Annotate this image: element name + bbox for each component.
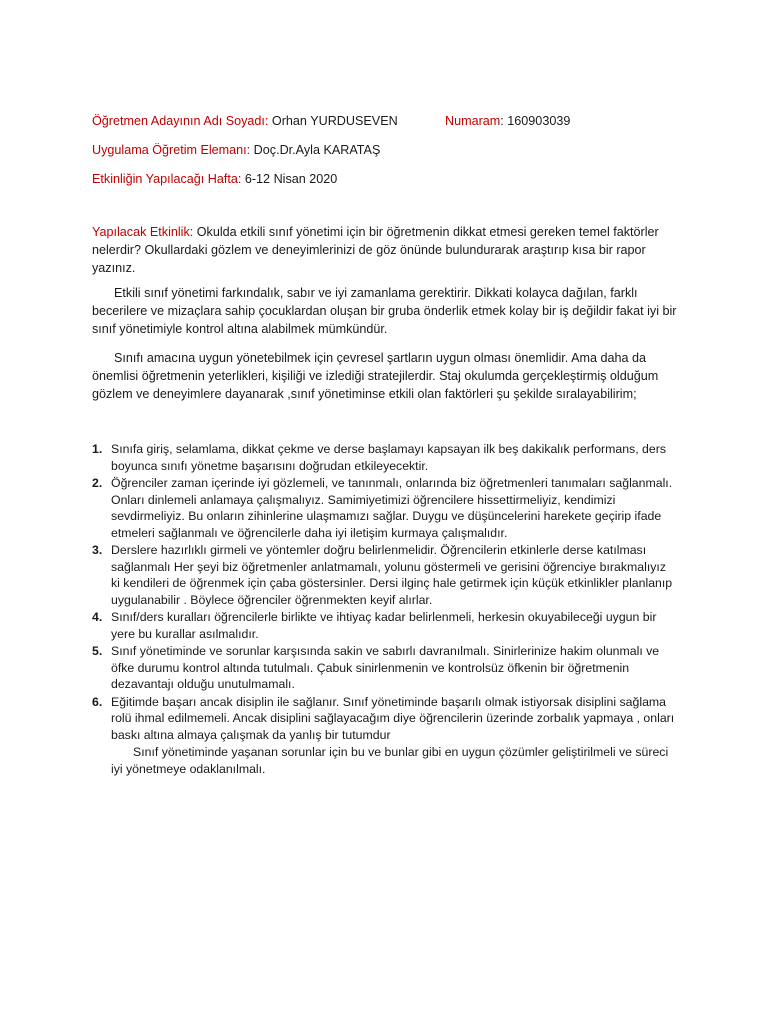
list-item-text: Derslere hazırlıklı girmeli ve yöntemler doğru belirlenmelidir. Öğrencilerin etkinlerle derse katılması sağlanmalı Her şeyi biz öğretmenler anlatmamalı, yolunu göstermeli ve gerisini öğrenciye bırakmalıyız ki kendileri de öğrenmek için çaba göstersinler. Dersi ilginç hale getirmek için küçük etkinlikler planlanıp uygulanabilir . Böylece öğrenciler öğrenmekten keyif alırlar. xyxy=(111,543,673,607)
candidate-name-label: Öğretmen Adayının Adı Soyadı: xyxy=(92,114,269,128)
list-item-text: Eğitimde başarı ancak disiplin ile sağlanır. Sınıf yönetiminde başarılı olmak istiyorsak disiplini sağlama rolü ihmal edilmemeli. Ancak disiplini sağlayacağım diye öğrencilerin üzerinde zorbalık yapmaya , onları baskı altına almaya çalışmak da yanlış bir tutumdur xyxy=(111,694,675,742)
list-item xyxy=(92,694,677,744)
student-number-group xyxy=(445,112,570,130)
list-item-number: 4. xyxy=(92,610,103,624)
instructor-label: Uygulama Öğretim Elemanı: xyxy=(92,143,251,157)
list-item xyxy=(92,609,677,642)
list-item-number: 5. xyxy=(92,644,103,658)
list-item-number: 6. xyxy=(92,694,103,709)
instructor-line xyxy=(92,141,677,159)
instructor-value: Doç.Dr.Ayla KARATAŞ xyxy=(250,143,381,157)
body-paragraph: Etkili sınıf yönetimi farkındalık, sabır ve iyi zamanlama gerektirir. Dikkati kolayca dağılan, farklı becerilere ve mizaçlara sahip çocuklardan oluşan bir gruba önderlik etmek kolay bir iş değildir fakat iyi bir sınıf yönetimiyle kontrol altına alabilmek mümkündür. xyxy=(92,286,677,336)
list-item-text: Sınıfa giriş, selamlama, dikkat çekme ve derse başlamayı kapsayan ilk beş dakikalık performans, ders boyunca sınıfı yönetme başarısını doğrudan etkileyecektir. xyxy=(111,442,666,473)
activity-week-label: Etkinliğin Yapılacağı Hafta: xyxy=(92,172,242,186)
list-item-number: 1. xyxy=(92,442,103,456)
candidate-name-line xyxy=(92,112,677,130)
list-item xyxy=(92,542,677,608)
closing-paragraph: Sınıf yönetiminde yaşanan sorunlar için bu ve bunlar gibi en uygun çözümler geliştirilmeli ve süreci iyi yönetmeye odaklanılmalı. xyxy=(111,745,669,776)
list-item-text: Sınıf/ders kuralları öğrencilerle birlikte ve ihtiyaç kadar belirlenmeli, herkesin okuyabileceği uygun bir yere bu kurallar asılmalıdır. xyxy=(111,610,657,641)
list-item-number: 3. xyxy=(92,543,103,557)
list-item xyxy=(92,643,677,693)
list-item xyxy=(92,441,677,474)
activity-week-value: 6-12 Nisan 2020 xyxy=(241,172,338,186)
list-item-text: Sınıf yönetiminde ve sorunlar karşısında sakin ve sabırlı davranılmalı. Sinirlerinize hakim olunmalı ve öfke durumu kontrol altında tutulmalı. Çabuk sinirlenmenin ve kontrolsüz öfkenin bir öğretmenin dezavantajı olduğu unutulmamalı. xyxy=(111,644,660,691)
factors-list xyxy=(92,441,677,743)
document-page xyxy=(92,112,677,777)
list-item xyxy=(92,475,677,541)
candidate-name-value: Orhan YURDUSEVEN xyxy=(268,114,398,128)
list-item-text: Öğrenciler zaman içerinde iyi gözlemeli, ve tanınmalı, onlarında biz öğretmenleri tanımaları sağlanmalı. Onları dinlemeli anlamaya çalışmalıyız. Samimiyetimizi öğrencilere hissettirmeliyiz, kendimizi sevdirmeliyiz. Bu onların zihinlerine ulaşmamızı sağlar. Duygu ve düşüncelerini harekete geçirip ifade etmeleri sağlanmalı ve öğrencilerle daha iyi iletişim kurmaya çalışmalıdır. xyxy=(111,476,673,540)
task-paragraph xyxy=(92,223,677,277)
body-paragraph: Sınıfı amacına uygun yönetebilmek için çevresel şartların uygun olması önemlidir. Ama daha da önemlisi öğretmenin yeterlikleri, kişiliği ve izlediği stratejilerdir. Staj okulumda gerçekleştirmiş olduğum gözlem ve deneyimlere dayanarak ,sınıf yönetiminse etkili olan faktörleri şu şekilde sıralayabilirim; xyxy=(92,351,659,401)
activity-week-line xyxy=(92,170,677,188)
task-label: Yapılacak Etkinlik: xyxy=(92,225,194,239)
list-item-number: 2. xyxy=(92,476,103,490)
student-number-label: Numaram xyxy=(445,114,501,128)
task-text: Okulda etkili sınıf yönetimi için bir öğretmenin dikkat etmesi gereken temel faktörler nelerdir? Okullardaki gözlem ve deneyimlerinizi de göz önünde bulundurarak araştırıp kısa bir rapor yazınız. xyxy=(92,225,659,275)
student-number-value: : 160903039 xyxy=(500,114,571,128)
